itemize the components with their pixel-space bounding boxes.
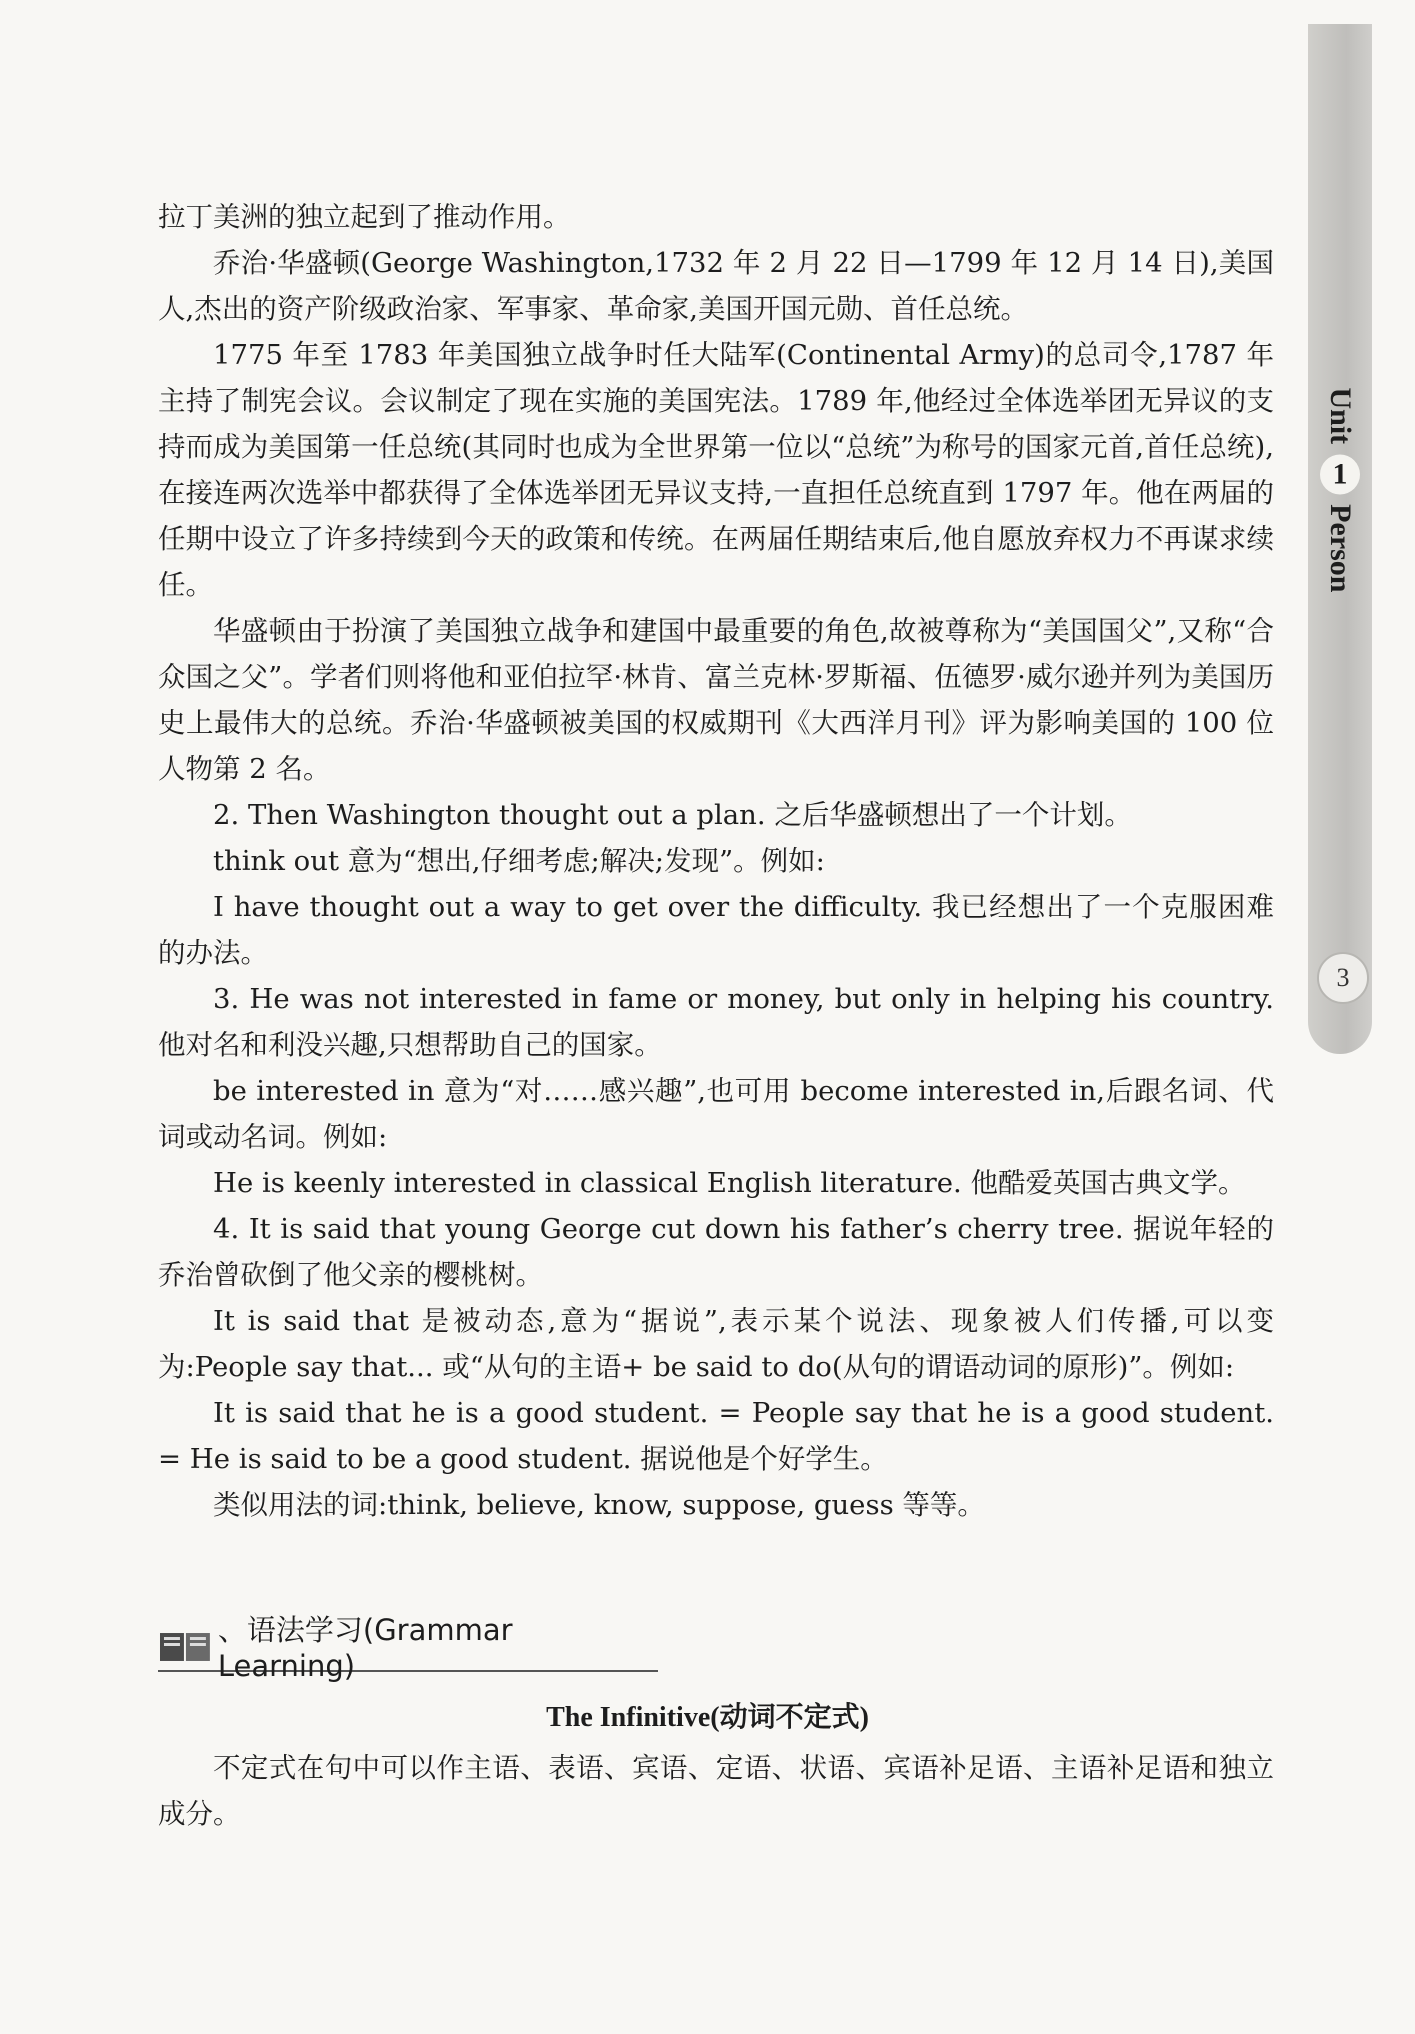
- paragraph: 1775 年至 1783 年美国独立战争时任大陆军(Continental Army)的总司令,1787 年主持了制宪会议。会议制定了现在实施的美国宪法。1789 年,他经过全体选举团无异议的支持而成为美国第一任总统(其同时也成为全世界第一位以“总统”为称号的国家元首,首任总统),在接连两次选举中都获得了全体选举团无异议支持,一直担任总统直到 1797 年。他在两届的任期中设立了许多持续到今天的政策和传统。在两届任期结束后,他自愿放弃权力不再谋求续任。: [158, 339, 1274, 601]
- paragraph: 华盛顿由于扮演了美国独立战争和建国中最重要的角色,故被尊称为“美国国父”,又称“合众国之父”。学者们则将他和亚伯拉罕·林肯、富兰克林·罗斯福、伍德罗·威尔逊并列为美国历史上最伟大的总统。乔治·华盛顿被美国的权威期刊《大西洋月刊》评为影响美国的 100 位人物第 2 名。: [158, 615, 1274, 785]
- paragraph: 拉丁美洲的独立起到了推动作用。: [158, 201, 571, 233]
- paragraph: think out 意为“想出,仔细考虑;解决;发现”。例如:: [213, 845, 825, 877]
- paragraph: It is said that 是被动态,意为“据说”,表示某个说法、现象被人们传播,可以变为:People say that... 或“从句的主语+ be said to do(从句的谓语动词的原形)”。例如:: [158, 1305, 1274, 1383]
- page-number: 3: [1317, 952, 1369, 1004]
- paragraph: He is keenly interested in classical English literature. 他酷爱英国古典文学。: [213, 1167, 1246, 1199]
- unit-label: [1320, 387, 1360, 592]
- unit-name: Person: [1324, 504, 1357, 593]
- paragraph: 2. Then Washington thought out a plan. 之后华盛顿想出了一个计划。: [213, 799, 1132, 831]
- section-heading: [158, 1612, 658, 1683]
- paragraph: 不定式在句中可以作主语、表语、宾语、定语、状语、宾语补足语、主语补足语和独立成分。: [158, 1752, 1274, 1830]
- unit-number: 1: [1320, 454, 1360, 494]
- subsection-title: The Infinitive(动词不定式): [546, 1702, 869, 1733]
- paragraph: I have thought out a way to get over the difficulty. 我已经想出了一个克服困难的办法。: [158, 891, 1274, 969]
- paragraph: be interested in 意为“对……感兴趣”,也可用 become interested in,后跟名词、代词或动名词。例如:: [158, 1075, 1274, 1153]
- paragraph: 类似用法的词:think, believe, know, suppose, guess 等等。: [213, 1489, 985, 1521]
- section-title: 、语法学习(Grammar Learning): [217, 1612, 513, 1683]
- after-text: [158, 1745, 1274, 1837]
- paragraph: 4. It is said that young George cut down his father’s cherry tree. 据说年轻的乔治曾砍倒了他父亲的樱桃树。: [158, 1213, 1274, 1291]
- body-text: [158, 194, 1274, 1528]
- paragraph: It is said that he is a good student. = People say that he is a good student. = He is said to be a good student. 据说他是个好学生。: [158, 1397, 1274, 1475]
- paragraph: 乔治·华盛顿(George Washington,1732 年 2 月 22 日—1799 年 12 月 14 日),美国人,杰出的资产阶级政治家、军事家、革命家,美国开国元勋、首任总统。: [158, 247, 1274, 325]
- unit-word: Unit: [1324, 387, 1357, 445]
- book-icon: [158, 1625, 214, 1665]
- paragraph: 3. He was not interested in fame or money, but only in helping his country. 他对名和利没兴趣,只想帮助自己的国家。: [158, 983, 1274, 1061]
